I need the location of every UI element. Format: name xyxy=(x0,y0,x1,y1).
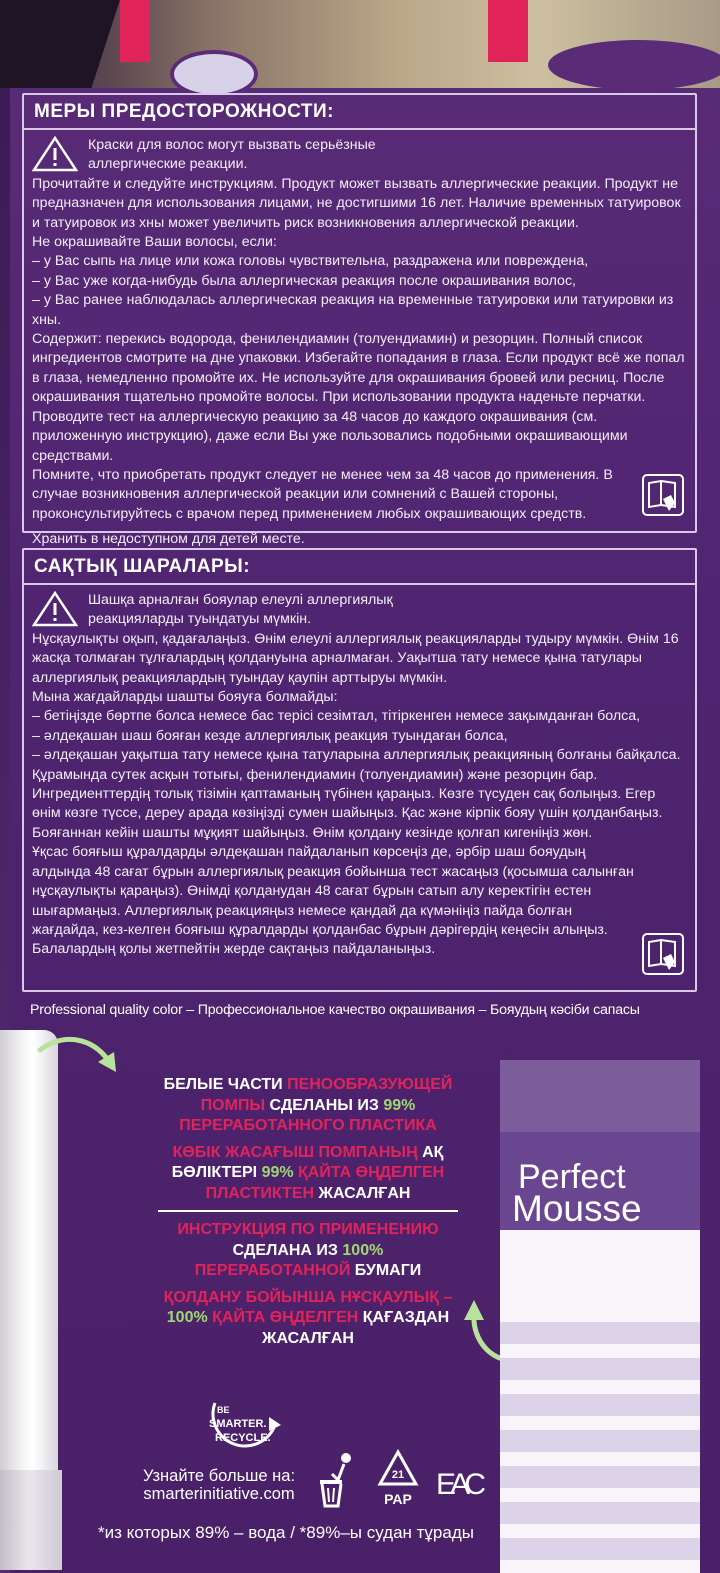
warning-text-ru: Краски для волос могут вызвать серьёзные аллергические реакции. xyxy=(88,137,376,173)
warning-text-kz: Шашқа арналған бояулар елеулі аллергиялық реакцияларды туындатуы мүмкін. xyxy=(88,592,393,628)
ru-paragraph-2: Не окрашивайте Ваши волосы, если: xyxy=(32,234,277,251)
promo-text: ИНСТРУКЦИЯ ПО ПРИМЕНЕНИЮ xyxy=(177,1221,439,1238)
promo-text: ПЕНООБРАЗУЮЩЕЙ xyxy=(287,1076,453,1093)
product-name-line2: Mousse xyxy=(512,1188,642,1229)
promo-text: ЖАСАЛҒАН xyxy=(262,1329,354,1347)
recycle-logo-line1: BE xyxy=(217,1405,230,1415)
no-litter-bin-icon xyxy=(316,1450,360,1508)
promo-divider xyxy=(158,1210,458,1212)
kz-paragraph-4: Ұқсас бояғыш құралдарды әлдеқашан пайдаланып көрсеңіз де, әрбір шаш бояудың алдында 48 сағат бұрын аллергиялық реакция бойынша тест жасаңыз (қосымша салынған нұсқаулықты қараңыз). Өнімді қолданудан 48 сағат бұрын сатып алу керектігін естен шығармаңыз. Аллергиялық реакцияңыз немесе қандай да күмәніңіз пайда болған жағдайда, кез-келген бояғыш құралдарды қолданбас бұрын дәрігердің кеңесін алыңыз. xyxy=(32,844,634,938)
promo-text: АҚ xyxy=(417,1143,444,1161)
product-label-top xyxy=(500,1060,700,1132)
arrow-icon xyxy=(34,1032,124,1082)
promo-text: 100% xyxy=(342,1241,384,1259)
promo-text: ҚАЙТА ӨҢДЕЛГЕН xyxy=(293,1164,445,1181)
flap-dark-stripe xyxy=(0,0,120,88)
promo-text: ПЛАСТИКТЕН xyxy=(205,1184,315,1202)
kz-paragraph-3: Құрамында сутек асқын тотығы, фенилендиамин (толуендиамин) және резорцин бар. Ингредиенттердің толық тізімін қаптаманың түбінен қараңыз. Көзге түсуден сақ болыңыз. Егер өнім көзге түссе, дереу арада көзіңізді сумен шайыңыз. Қас және кірпік бояу үшін қолданбаңыз. Бояғаннан кейін шашты мұқият шайыңыз. Өнім қолдану кезінде қолғап кигеніңіз жөн. xyxy=(32,766,663,841)
stripe xyxy=(500,1358,700,1380)
precautions-kz-title: САҚТЫҚ ШАРАЛАРЫ: xyxy=(24,550,695,585)
recycling-pap-icon xyxy=(376,1448,420,1510)
flap-purple-oval xyxy=(548,40,720,90)
kz-list-item-2: – әлдеқашан шаш бояған кезде аллергиялық реакция туындаған болса, xyxy=(32,727,508,744)
promo-group-ru-pump xyxy=(118,1075,498,1137)
promo-text: ПЕРЕРАБОТАННОЙ xyxy=(194,1262,351,1279)
learn-more-label: Узнайте больше на: xyxy=(142,1467,296,1485)
learn-more-url[interactable]: smarterinitiative.com xyxy=(143,1485,295,1503)
ru-paragraph-4: Помните, что приобретать продукт следует не менее чем за 48 часов до применения. В случае возникновения аллергической реакции или сомнений с Вашей стороны, проконсультируйтесь с врачом перед применением любых окрашивающих средств. xyxy=(32,466,613,522)
promo-text: ҚАҒАЗДАН xyxy=(358,1309,450,1326)
promo-text: ЖАСАЛҒАН xyxy=(314,1184,411,1202)
flap-pink-label xyxy=(120,0,150,62)
learn-more-block xyxy=(133,1467,305,1503)
promo-text: 99% xyxy=(383,1096,416,1114)
ru-list-item-2: – у Вас уже когда-нибудь была аллергическая реакция после окрашивания волос, xyxy=(32,272,576,289)
promo-text: 100% xyxy=(166,1309,208,1326)
read-instructions-icon xyxy=(641,473,685,517)
eac-label: EAC xyxy=(436,1468,486,1501)
promo-text: ҚАЙТА ӨҢДЕЛГЕН xyxy=(207,1309,359,1326)
precautions-ru-panel xyxy=(22,93,697,548)
promo-group-kz-leaflet xyxy=(118,1288,498,1350)
recycle-logo-line2: SMARTER. xyxy=(209,1418,267,1430)
promo-group-ru-leaflet xyxy=(118,1220,498,1282)
read-instructions-icon xyxy=(641,932,685,976)
warning-triangle-icon xyxy=(32,591,78,627)
stripe xyxy=(500,1466,700,1488)
stripe xyxy=(500,1430,700,1452)
promo-text: СДЕЛАНЫ ИЗ xyxy=(265,1096,384,1114)
stripe xyxy=(500,1502,700,1524)
precautions-ru-title: МЕРЫ ПРЕДОСТОРОЖНОСТИ: xyxy=(24,95,695,130)
stripe xyxy=(500,1394,700,1416)
ru-list-item-1: – у Вас сыпь на лице или кожа головы чувствительна, раздражена или повреждена, xyxy=(32,253,589,270)
warning-triangle-icon xyxy=(32,136,78,172)
promo-text: ПОМПЫ xyxy=(200,1096,266,1114)
promo-text: КӨБІК ЖАСАҒЫШ ПОМПАНЫҢ xyxy=(172,1143,418,1161)
pap-number: 21 xyxy=(391,1469,405,1481)
stripe xyxy=(500,1322,700,1344)
promo-text: БЕЛЫЕ ЧАСТИ xyxy=(163,1076,288,1093)
flap-logo-oval xyxy=(170,50,258,98)
recycle-logo-icon xyxy=(195,1395,295,1455)
product-name-line1: Perfect xyxy=(518,1158,626,1196)
kz-paragraph-1: Нұсқаулықты оқып, қадағалаңыз. Өнім елеулі аллергиялық реакцияларды тудыру мүмкін. Өнім 16 жасқа толмаған тұлғалардың қолдануына арналмаған. Уақытша тату немесе қына татулары аллергиялық реакциялардың туындау қаупін арттыруы мүмкін. xyxy=(32,630,679,686)
ru-paragraph-1: Прочитайте и следуйте инструкциям. Продукт может вызвать аллергические реакции. Продукт не предназначен для использования лицами, не достигшими 16 лет. Наличие временных татуировок и татуировок из хны может увеличить риск возникновения аллергической реакции. xyxy=(32,175,681,231)
recycle-logo-line3: RECYCLE. xyxy=(215,1432,271,1444)
promo-text: СДЕЛАНА ИЗ xyxy=(232,1241,343,1259)
kz-list-item-1: – бетіңізде бөртпе болса немесе бас терісі сезімтал, тітіркенген немесе зақымданған болса, xyxy=(32,708,641,725)
eac-mark-icon xyxy=(434,1462,488,1502)
kz-list-item-3: – әлдеқашан уақытша тату немесе қына татуларына аллергиялық реакцияның болғаны байқалса. xyxy=(32,747,681,764)
pap-label: PAP xyxy=(384,1491,412,1507)
promo-text: 99% xyxy=(261,1164,294,1181)
footnote: *из которых 89% – вода / *89%–ы судан тұрады xyxy=(98,1523,474,1542)
promo-group-kz-pump xyxy=(118,1143,498,1205)
quality-tagline: Professional quality color – Профессиональное качество окрашивания – Бояудың кәсіби сапасы xyxy=(30,1002,640,1018)
bottle-base-illustration xyxy=(0,1470,62,1570)
promo-text: БӨЛІКТЕРІ xyxy=(171,1164,262,1181)
ru-list-item-3: – у Вас ранее наблюдалась аллергическая реакция на временные татуировки или татуировки из хны. xyxy=(32,292,674,328)
precautions-kz-panel xyxy=(22,548,697,992)
promo-text: ҚОЛДАНУ БОЙЫНША НҰСҚАУЛЫҚ – xyxy=(163,1288,453,1306)
recycled-materials-promo xyxy=(118,1075,498,1355)
box-top-flap xyxy=(0,0,720,88)
ru-paragraph-3: Содержит: перекись водорода, фенилендиамин (толуендиамин) и резорцин. Полный список ингредиентов смотрите на дне упаковки. Избегайте попадания в глаза. Если продукт всё же попал в глаза, немедленно промойте их. Не используйте для окрашивания бровей или ресниц. После окрашивания тщательно промойте волосы. При использовании продукта наденьте перчатки. Проводите тест на аллергическую реакцию за 48 часов до каждого окрашивания (см. приложенную инструкцию), даже если Вы уже пользовались подобными окрашивающими средствами. xyxy=(32,331,685,464)
promo-text: ПЕРЕРАБОТАННОГО ПЛАСТИКА xyxy=(179,1117,437,1134)
kz-paragraph-5: Балалардың қолы жетпейтін жерде сақтаңыз пайдаланыңыз. xyxy=(32,941,436,958)
promo-text: БУМАГИ xyxy=(350,1262,422,1279)
flap-pink-label-2 xyxy=(488,0,528,62)
ru-paragraph-5: Хранить в недоступном для детей месте. xyxy=(32,531,305,548)
kz-paragraph-2: Мына жағдайларды шашты бояуға болмайды: xyxy=(32,689,338,706)
